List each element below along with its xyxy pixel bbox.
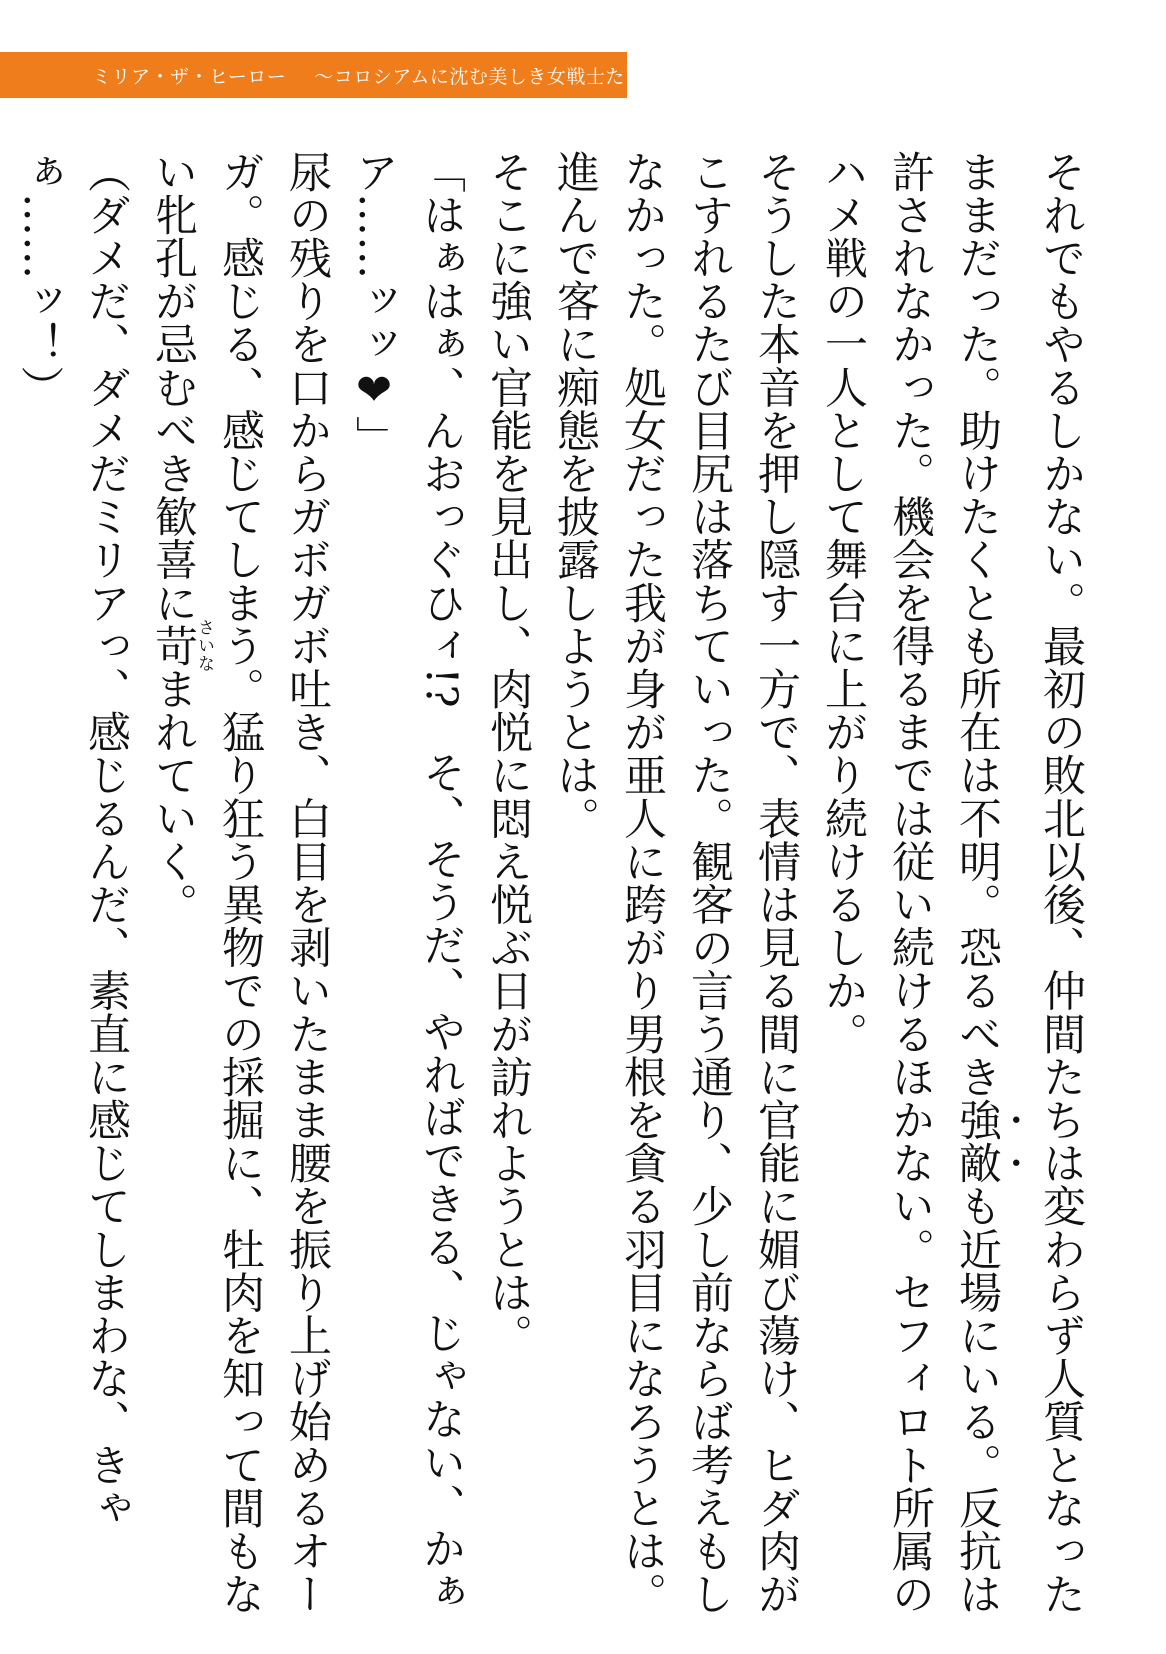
paragraph-1 [809,150,1094,1618]
series-title: ミリア・ザ・ヒーロー [92,65,287,88]
inner-monologue: （ダメだ、ダメだミリアっ、感じるんだ、素直に感じてしまわな、きゃぁ……ッ！） [14,150,131,1530]
series-subtitle: 〜コロシアムに沈む美しき女戦士たち〜 [314,65,664,88]
ruby-base: 苛 [148,618,198,673]
paragraph-5 [139,150,340,1618]
vertical-body-text [14,150,1094,1618]
paragraph-3: そこに強い官能を見出し、肉悦に悶え悦ぶ日が訪れようとは。 [483,150,533,1357]
running-header [0,52,664,98]
paragraph-5-after: まれていく。 [148,667,198,926]
paragraph-1-after: も近場にいる。反抗は許されなかった。機会を得るまでは従い続けるほかない。セフィロト所属のハメ戦の一人として舞台に上がり続けるしか。 [818,150,1002,1616]
emphasized-word: 強敵 [952,1098,1002,1185]
ruby-reading: さいな [194,618,214,673]
paragraph-1-before: それでもやるしかない。最初の敗北以後、仲間たちは変わらず人質となったままだった。助けたくとも所在は不明。恐るべき [952,150,1086,1616]
dialogue-line: 「はぁはぁ、んおっぐひィ!? そ、そうだ、やればできる、じゃない、かぁア……ッッ❤」 [349,150,466,1613]
paragraph-5-text: 尿の残りを口からガボガボ吐き、白目を剥いたまま腰を振り上げ始めるオーガ。感じる、感じてしまう。猛り狂う異物での採掘に、牡肉を知って間もない牝孔が忌むべき歓喜に [148,150,332,1616]
paragraph-2: そうした本音を押し隠す一方で、表情は見る間に官能に媚び蕩け、ヒダ肉がこすれるたび目尻は落ちていった。観客の言う通り、少し前ならば考えもしなかった。処女だった我が身が亜人に跨がり男根を貪る羽目になろうとは。進んで客に痴態を披露しようとは。 [550,150,801,1616]
ruby-word [148,618,214,673]
